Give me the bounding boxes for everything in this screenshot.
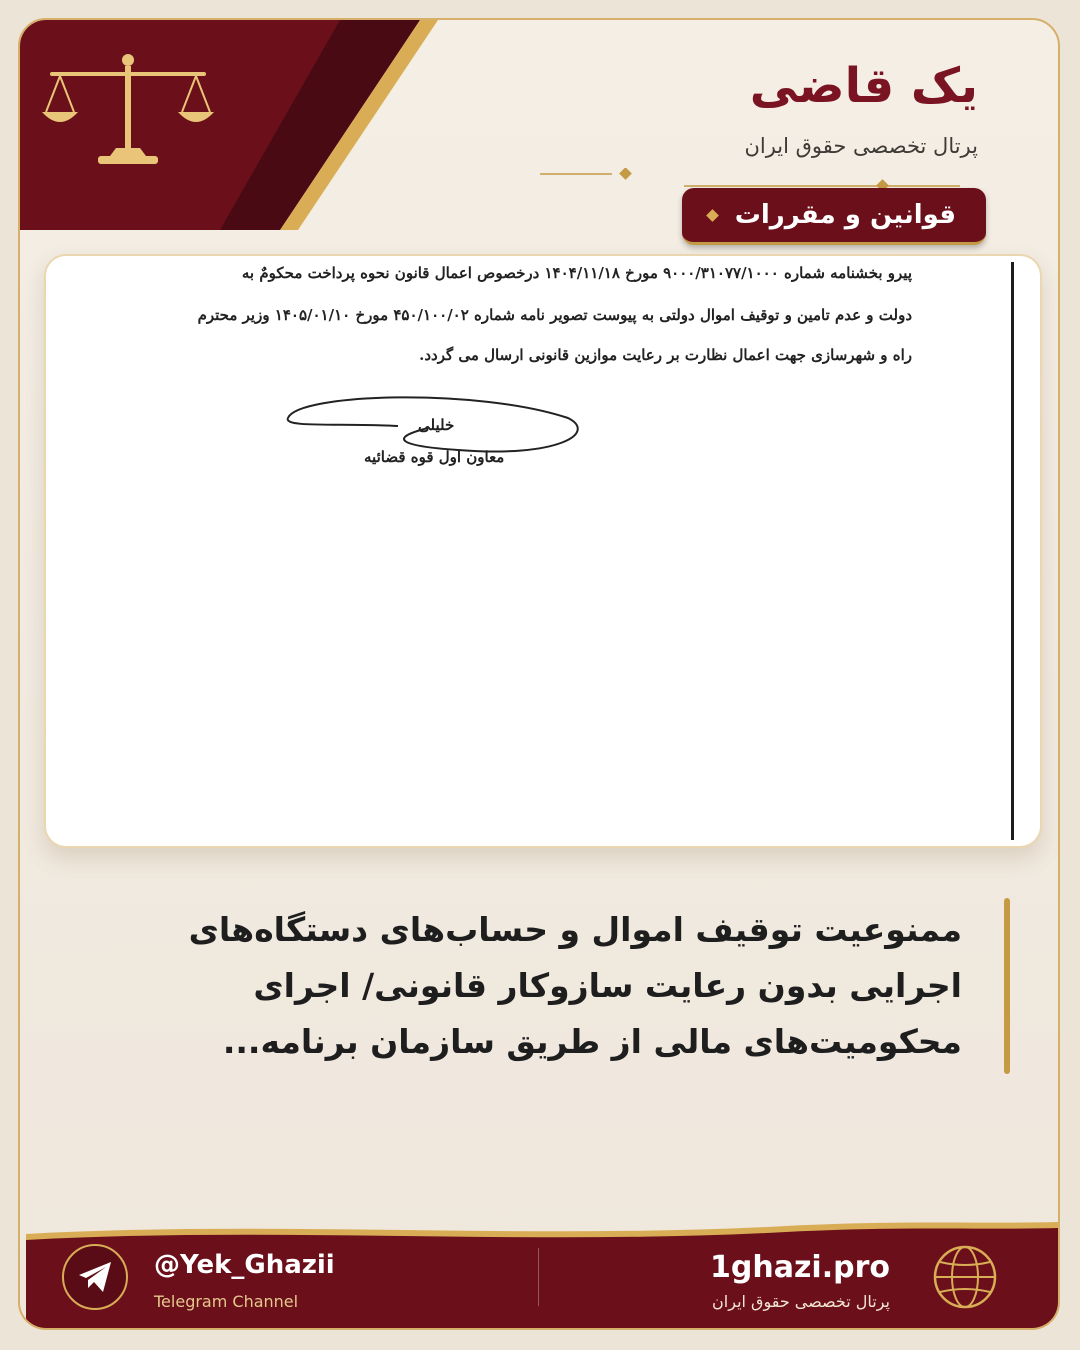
site-url-link[interactable]: 1ghazi.pro <box>710 1250 890 1285</box>
document-line: پیرو بخشنامه شماره ۹۰۰۰/۳۱۰۷۷/۱۰۰۰ مورخ ۱۴۰۴/۱۱/۱۸ درخصوص اعمال قانون نحوه پرداخت محکومٌ به <box>241 264 912 282</box>
footer <box>26 1216 1058 1330</box>
brand-subtitle: پرتال تخصصی حقوق ایران <box>744 134 978 158</box>
category-badge[interactable] <box>682 188 986 245</box>
document-line: دولت و عدم تامین و توقیف اموال دولتی به پیوست تصویر نامه شماره ۴۵۰/۱۰۰/۰۲ مورخ ۱۴۰۵/۰۱/۱۰ وزیر محترم <box>197 306 912 324</box>
brand-title: یک قاضی <box>749 58 978 114</box>
document-line: راه و شهرسازی جهت اعمال نظارت بر رعایت موازین قانونی ارسال می گردد. <box>419 346 912 364</box>
headline-line: ممنوعیت توقیف اموال و حساب‌های دستگاه‌های <box>188 910 962 949</box>
document-image <box>44 254 1042 848</box>
headline-line: اجرایی بدون رعایت سازوکار قانونی/ اجرای <box>253 966 962 1005</box>
globe-icon[interactable] <box>932 1244 998 1310</box>
footer-divider <box>538 1248 539 1306</box>
telegram-caption: Telegram Channel <box>154 1292 299 1311</box>
document-margin-rule <box>1011 262 1014 840</box>
headline-accent-bar <box>1004 898 1010 1074</box>
poster-frame <box>18 18 1060 1330</box>
signatory-name: خلیلی <box>418 416 455 434</box>
diamond-icon <box>706 209 719 222</box>
category-label: قوانین و مقررات <box>734 200 956 230</box>
telegram-paper-plane-icon[interactable] <box>62 1244 128 1310</box>
header-corner-decoration <box>20 20 450 230</box>
headline-line: محکومیت‌های مالی از طریق سازمان برنامه... <box>222 1022 962 1061</box>
signatory-title: معاون اول قوه قضائیه <box>364 448 505 466</box>
telegram-handle[interactable]: @Yek_Ghazii <box>154 1250 335 1280</box>
headline <box>162 902 962 1070</box>
site-caption: پرتال تخصصی حقوق ایران <box>712 1292 890 1311</box>
